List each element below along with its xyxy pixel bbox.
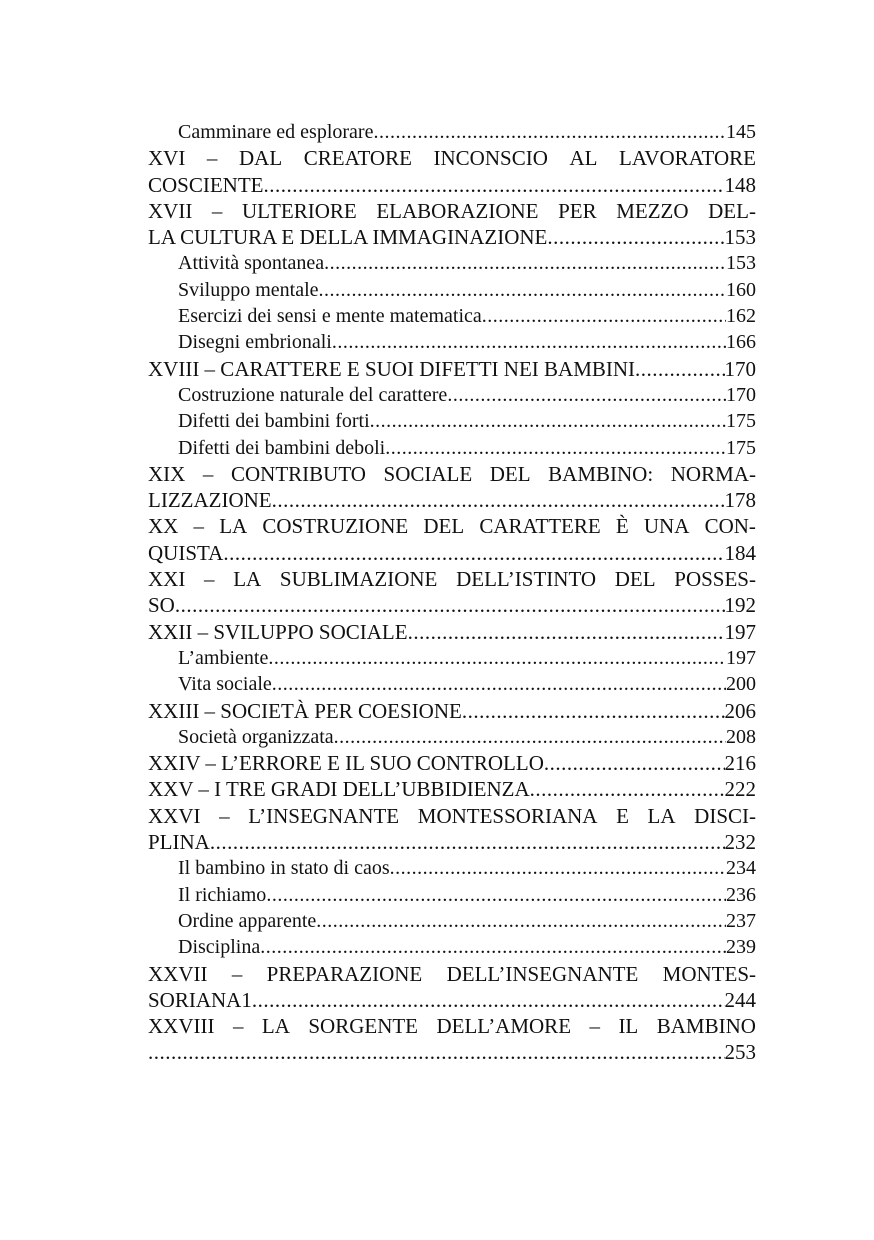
toc-entry-page: 208	[726, 725, 756, 748]
toc-entry-page: 192	[724, 593, 756, 618]
table-of-contents	[148, 119, 756, 1066]
heading-word: –	[232, 1014, 244, 1039]
heading-word: XVI	[148, 146, 186, 171]
dot-leader	[210, 829, 725, 855]
toc-entry-page: 166	[726, 331, 756, 354]
heading-word: MONTES-	[662, 961, 756, 986]
toc-entry-page: 234	[726, 857, 756, 880]
toc-entry-page: 206	[724, 698, 756, 723]
toc-entry-page: 184	[724, 540, 756, 565]
toc-entry-page: 197	[726, 646, 756, 669]
toc-chapter-heading	[148, 513, 756, 539]
dot-leader	[385, 435, 726, 461]
dot-leader	[530, 776, 725, 802]
toc-entry-title: Disciplina	[178, 936, 261, 959]
heading-word: MONTESSORIANA	[417, 803, 598, 828]
heading-word: XXVIII	[148, 1014, 215, 1039]
dot-leader	[223, 540, 724, 566]
heading-word: –	[193, 514, 205, 539]
toc-entry-title: Il bambino in stato di caos	[178, 857, 390, 880]
heading-word: LA	[233, 567, 262, 592]
toc-entry-title: XVIII – CARATTERE E SUOI DIFETTI NEI BAMBINI	[148, 356, 636, 381]
heading-word: UNA	[643, 514, 690, 539]
toc-entry	[148, 224, 756, 250]
toc-entry-page: 200	[726, 673, 756, 696]
toc-entry	[148, 776, 756, 802]
toc-entry	[148, 724, 756, 750]
heading-word: LA	[647, 803, 676, 828]
toc-chapter-heading	[148, 803, 756, 829]
toc-entry-title: Il richiamo	[178, 883, 267, 906]
heading-word: CON-	[704, 514, 756, 539]
toc-entry-page: 253	[724, 1040, 756, 1065]
toc-entry-title: XXII – SVILUPPO SOCIALE	[148, 619, 408, 644]
heading-word: XXVI	[148, 803, 201, 828]
dot-leader	[373, 119, 726, 145]
dot-leader	[252, 987, 725, 1013]
heading-word: –	[211, 198, 223, 223]
dot-leader	[264, 172, 725, 198]
toc-entry	[148, 934, 756, 960]
toc-entry-title: LIZZAZIONE	[148, 488, 272, 513]
heading-word: DELL’INSEGNANTE	[446, 961, 639, 986]
heading-word: DEL	[489, 461, 531, 486]
toc-entry	[148, 329, 756, 355]
heading-word: NORMA-	[670, 461, 756, 486]
heading-word: POSSES-	[674, 567, 756, 592]
dot-leader	[462, 698, 725, 724]
heading-word: XVII	[148, 198, 193, 223]
heading-word: LA	[261, 1014, 290, 1039]
toc-entry	[148, 987, 756, 1013]
toc-entry-page: 145	[726, 121, 756, 143]
toc-entry	[148, 540, 756, 566]
toc-chapter-heading	[148, 961, 756, 987]
heading-word: –	[204, 567, 215, 592]
toc-chapter-heading	[148, 198, 756, 224]
heading-word: ELABORAZIONE	[376, 198, 539, 223]
toc-entry-page: 216	[724, 751, 756, 776]
toc-entry-title: Ordine apparente	[178, 909, 317, 932]
toc-entry-page: 222	[724, 777, 756, 802]
dot-leader	[370, 408, 726, 434]
toc-entry-page: 162	[726, 305, 756, 328]
toc-entry	[148, 855, 756, 881]
toc-entry	[148, 698, 756, 724]
toc-entry	[148, 303, 756, 329]
heading-word: –	[219, 803, 230, 828]
toc-entry-page: 153	[726, 252, 756, 275]
toc-entry	[148, 908, 756, 934]
dot-leader	[266, 882, 726, 908]
toc-entry-title: XXIV – L’ERRORE E IL SUO CONTROLLO	[148, 751, 544, 776]
toc-entry-page: 160	[726, 278, 756, 301]
toc-entry-page: 237	[726, 909, 756, 932]
dot-leader	[408, 619, 725, 645]
toc-entry-title: SO	[148, 593, 175, 618]
toc-chapter-heading	[148, 461, 756, 487]
heading-word: –	[206, 146, 218, 171]
toc-chapter-heading	[148, 145, 756, 171]
toc-entry-page: 236	[726, 883, 756, 906]
toc-entry	[148, 382, 756, 408]
toc-entry	[148, 356, 756, 382]
heading-word: CARATTERE	[479, 514, 601, 539]
dot-leader	[547, 224, 724, 250]
heading-word: XXI	[148, 567, 186, 592]
toc-entry-title: Vita sociale	[178, 673, 272, 696]
heading-word: XX	[148, 514, 179, 539]
toc-entry	[148, 435, 756, 461]
heading-word: DELL’AMORE	[436, 1014, 572, 1039]
heading-word: ULTERIORE	[242, 198, 357, 223]
heading-word: COSTRUZIONE	[262, 514, 409, 539]
toc-entry-title: COSCIENTE	[148, 172, 264, 197]
toc-entry	[148, 592, 756, 618]
dot-leader	[272, 487, 725, 513]
heading-word: DISCI-	[694, 803, 756, 828]
dot-leader	[319, 277, 726, 303]
toc-entry	[148, 750, 756, 776]
heading-word: LA	[219, 514, 248, 539]
toc-entry	[148, 487, 756, 513]
toc-entry	[148, 250, 756, 276]
toc-entry	[148, 119, 756, 145]
dot-leader	[175, 592, 725, 618]
toc-chapter-heading	[148, 566, 756, 592]
heading-word: DEL	[423, 514, 465, 539]
heading-word: L’INSEGNANTE	[248, 803, 400, 828]
toc-entry-title: Costruzione naturale del carattere	[178, 383, 448, 406]
toc-entry-title: SORIANA1	[148, 987, 252, 1012]
heading-word: SUBLIMAZIONE	[279, 567, 438, 592]
toc-entry	[148, 619, 756, 645]
dot-leader	[334, 724, 726, 750]
dot-leader	[447, 382, 726, 408]
dot-leader	[272, 671, 726, 697]
toc-entry	[148, 645, 756, 671]
toc-entry-title: QUISTA	[148, 540, 224, 565]
toc-entry-page: 239	[726, 936, 756, 959]
heading-word: LAVORATORE	[619, 146, 756, 171]
heading-word: INCONSCIO	[433, 146, 548, 171]
heading-word: DEL	[614, 567, 656, 592]
toc-entry-title: Difetti dei bambini deboli	[178, 436, 386, 459]
dot-leader	[324, 250, 726, 276]
toc-entry-title: Società organizzata	[178, 725, 334, 748]
heading-word: –	[231, 961, 243, 986]
dot-leader	[635, 356, 724, 382]
heading-word: PREPARAZIONE	[266, 961, 423, 986]
toc-entry-page: 170	[724, 356, 756, 381]
toc-entry-title: LA CULTURA E DELLA IMMAGINAZIONE	[148, 225, 548, 250]
heading-word: XXVII	[148, 961, 208, 986]
toc-entry-page: 175	[726, 410, 756, 433]
heading-word: XIX	[148, 461, 186, 486]
toc-entry-title: XXV – I TRE GRADI DELL’UBBIDIENZA	[148, 777, 530, 802]
toc-entry-title: Sviluppo mentale	[178, 278, 319, 301]
heading-word: CONTRIBUTO	[230, 461, 366, 486]
toc-entry-page: 175	[726, 436, 756, 459]
toc-entry-page: 232	[724, 830, 756, 855]
toc-entry-page: 153	[724, 225, 756, 250]
toc-chapter-heading	[148, 1013, 756, 1039]
dot-leader	[544, 750, 725, 776]
heading-word: DEL-	[708, 198, 756, 223]
heading-word: IL	[618, 1014, 639, 1039]
dot-leader	[390, 855, 726, 881]
toc-entry	[148, 408, 756, 434]
dot-leader	[332, 329, 726, 355]
dot-leader	[148, 1039, 725, 1065]
toc-entry-title: L’ambiente	[178, 646, 269, 669]
heading-word: PER	[558, 198, 597, 223]
toc-entry-title: Difetti dei bambini forti	[178, 410, 370, 433]
heading-word: –	[589, 1014, 600, 1039]
heading-word: SOCIALE	[383, 461, 473, 486]
toc-entry	[148, 882, 756, 908]
heading-word: SORGENTE	[308, 1014, 419, 1039]
toc-entry-page: 170	[726, 383, 756, 406]
toc-entry-title: PLINA	[148, 830, 210, 855]
toc-entry-page: 178	[724, 488, 756, 513]
dot-leader	[482, 303, 726, 329]
toc-entry-title: Attività spontanea	[178, 252, 325, 275]
toc-entry	[148, 829, 756, 855]
heading-word: BAMBINO:	[548, 461, 654, 486]
toc-entry-page: 197	[724, 619, 756, 644]
dot-leader	[268, 645, 726, 671]
dot-leader	[316, 908, 726, 934]
toc-entry	[148, 671, 756, 697]
toc-entry-title: Camminare ed esplorare	[178, 121, 374, 143]
heading-word: BAMBINO	[656, 1014, 756, 1039]
heading-word: CREATORE	[303, 146, 412, 171]
heading-word: È	[615, 514, 629, 539]
dot-leader	[260, 934, 726, 960]
toc-entry-title: Disegni embrionali	[178, 331, 332, 354]
toc-entry-title: Esercizi dei sensi e mente matematica	[178, 305, 482, 328]
toc-entry-title: XXIII – SOCIETÀ PER COESIONE	[148, 698, 462, 723]
toc-entry	[148, 277, 756, 303]
heading-word: E	[616, 803, 629, 828]
heading-word: DELL’ISTINTO	[456, 567, 597, 592]
heading-word: –	[202, 461, 214, 486]
toc-entry	[148, 172, 756, 198]
toc-entry-page: 148	[724, 172, 756, 197]
heading-word: DAL	[239, 146, 283, 171]
heading-word: MEZZO	[616, 198, 689, 223]
toc-entry-page: 244	[724, 987, 756, 1012]
toc-entry	[148, 1039, 756, 1065]
heading-word: AL	[569, 146, 598, 171]
